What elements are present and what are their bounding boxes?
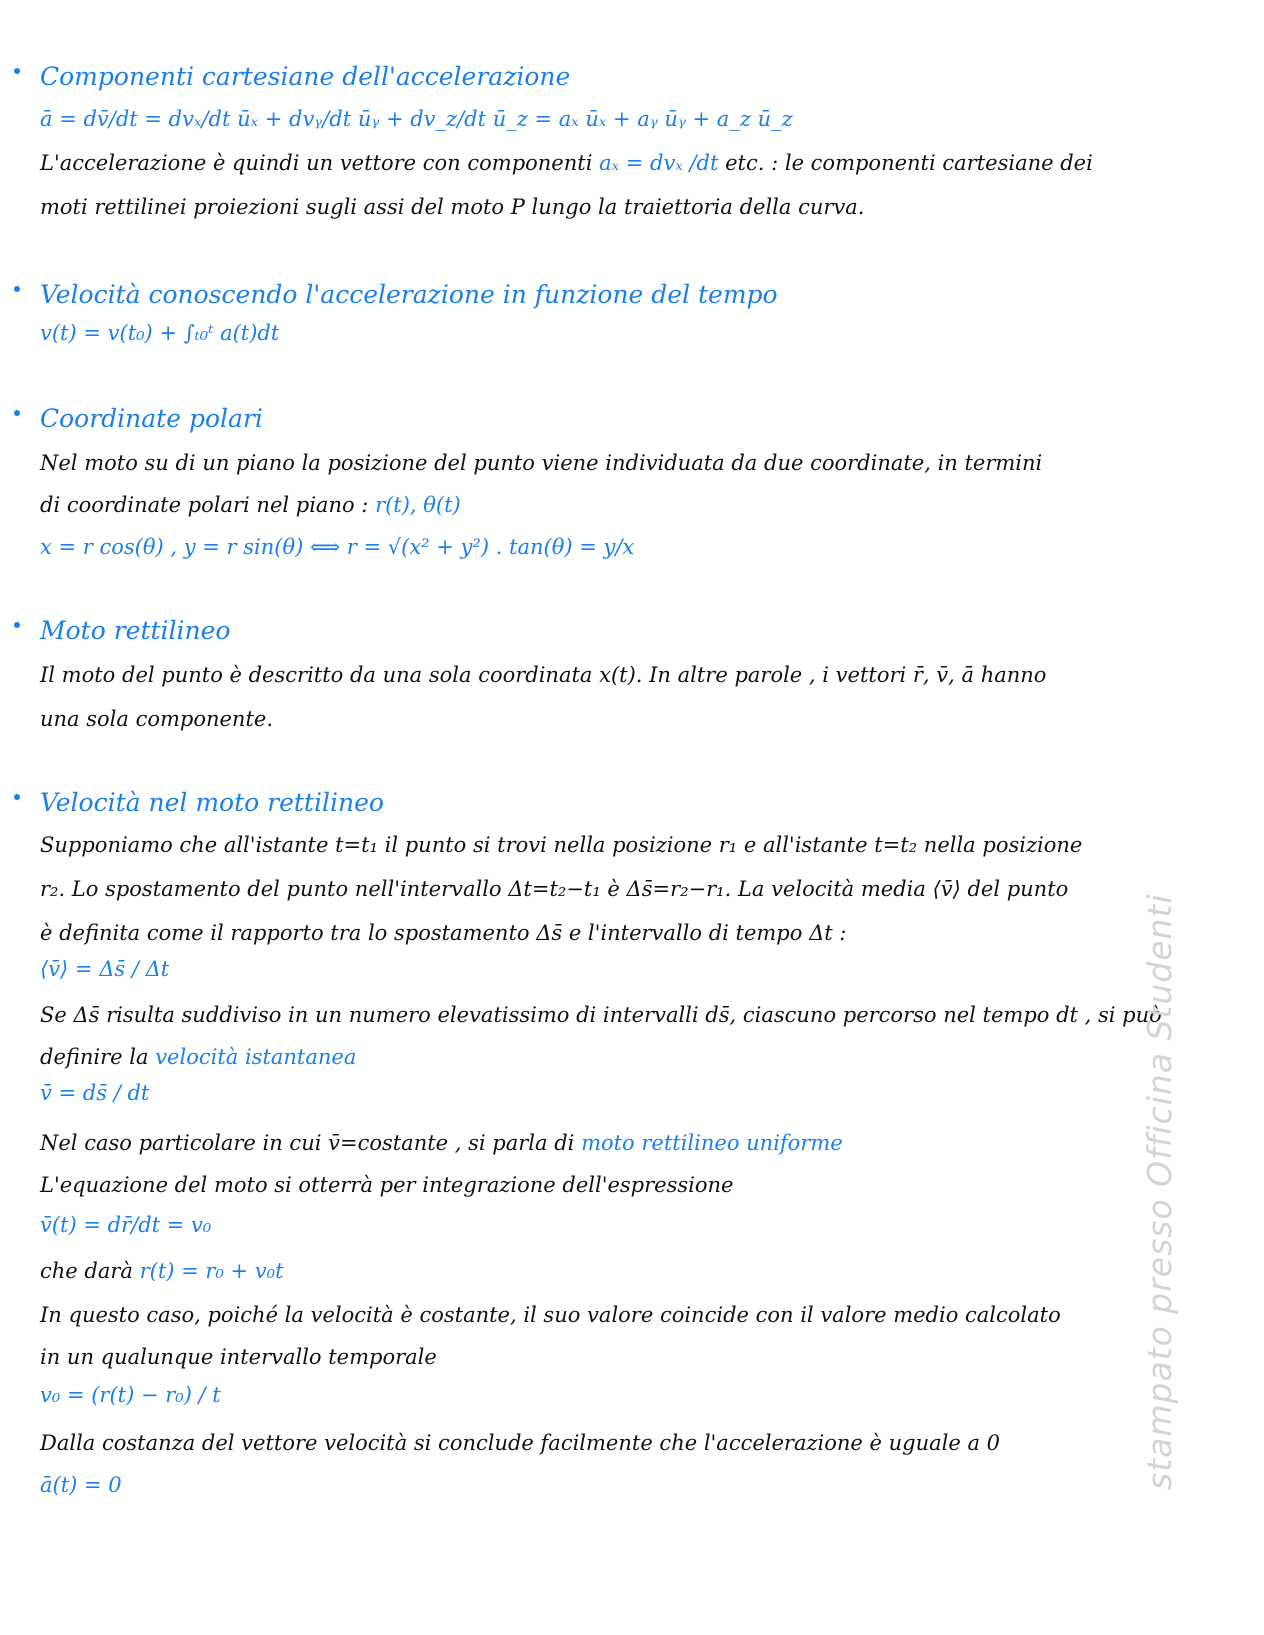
velocity-derivative-formula: v̄(t) = dr̄/dt = v₀ bbox=[40, 1213, 212, 1237]
bullet-dot bbox=[14, 794, 20, 800]
text-line: Nel moto su di un piano la posizione del punto viene individuata da due coordinate, in termini bbox=[40, 451, 1043, 475]
text-line: r₂. Lo spostamento del punto nell'intervallo Δt=t₂−t₁ è Δs̄=r₂−r₁. La velocità media ⟨v̄⟩ del punto bbox=[40, 877, 1069, 901]
acceleration-components-formula: ā = dv̄/dt = dvₓ/dt ūₓ + dvᵧ/dt ūᵧ + dv_z/dt ū_z = aₓ ūₓ + aᵧ ūᵧ + a_z ū_z bbox=[40, 107, 793, 131]
bullet-dot bbox=[14, 286, 20, 292]
bullet-dot bbox=[14, 68, 20, 74]
text-line: in un qualunque intervallo temporale bbox=[40, 1345, 437, 1369]
text-line: di coordinate polari nel piano : r(t), θ(t) bbox=[40, 493, 461, 517]
mean-velocity-formula: ⟨v̄⟩ = Δs̄ / Δt bbox=[40, 957, 170, 981]
initial-velocity-formula: v₀ = (r(t) − r₀) / t bbox=[40, 1383, 221, 1407]
section-title: Coordinate polari bbox=[40, 404, 263, 433]
section-title: Componenti cartesiane dell'accelerazione bbox=[40, 62, 571, 91]
section-title: Velocità nel moto rettilineo bbox=[40, 788, 384, 817]
text-line: definire la velocità istantanea bbox=[40, 1045, 357, 1069]
text-line: che darà r(t) = r₀ + v₀t bbox=[40, 1259, 284, 1283]
text-line: Nel caso particolare in cui v̄=costante , si parla di moto rettilineo uniforme bbox=[40, 1131, 843, 1155]
bullet-dot bbox=[14, 622, 20, 628]
velocity-integral-formula: v(t) = v(t₀) + ∫ₜ₀ᵗ a(t)dt bbox=[40, 321, 280, 345]
zero-acceleration-formula: ā(t) = 0 bbox=[40, 1473, 122, 1497]
text-line: Il moto del punto è descritto da una sola coordinata x(t). In altre parole , i vettori r̄, v̄, ā hanno bbox=[40, 663, 1047, 687]
watermark-text: stampato presso Officina Studenti bbox=[1140, 893, 1179, 1490]
text-line: Dalla costanza del vettore velocità si conclude facilmente che l'accelerazione è uguale a 0 bbox=[40, 1431, 1001, 1455]
text-line: L'accelerazione è quindi un vettore con componenti aₓ = dvₓ /dt etc. : le componenti cartesiane dei bbox=[40, 151, 1093, 175]
section-title: Moto rettilineo bbox=[40, 616, 231, 645]
text-line: Supponiamo che all'istante t=t₁ il punto si trovi nella posizione r₁ e all'istante t=t₂ nella posizione bbox=[40, 833, 1083, 857]
text-line: una sola componente. bbox=[40, 707, 273, 731]
bullet-dot bbox=[14, 410, 20, 416]
section-title: Velocità conoscendo l'accelerazione in funzione del tempo bbox=[40, 280, 778, 309]
text-line: moti rettilinei proiezioni sugli assi del moto P lungo la traiettoria della curva. bbox=[40, 195, 865, 219]
text-line: In questo caso, poiché la velocità è costante, il suo valore coincide con il valore medio calcolato bbox=[40, 1303, 1061, 1327]
text-line: Se Δs̄ risulta suddiviso in un numero elevatissimo di intervalli ds̄, ciascuno percorso nel tempo dt , si può bbox=[40, 1003, 1162, 1027]
text-line: è definita come il rapporto tra lo spostamento Δs̄ e l'intervallo di tempo Δt : bbox=[40, 921, 847, 945]
polar-conversion-formula: x = r cos(θ) , y = r sin(θ) ⟺ r = √(x² + y²) . tan(θ) = y/x bbox=[40, 535, 635, 559]
text-line: L'equazione del moto si otterrà per integrazione dell'espressione bbox=[40, 1173, 734, 1197]
instantaneous-velocity-formula: v̄ = ds̄ / dt bbox=[40, 1081, 150, 1105]
